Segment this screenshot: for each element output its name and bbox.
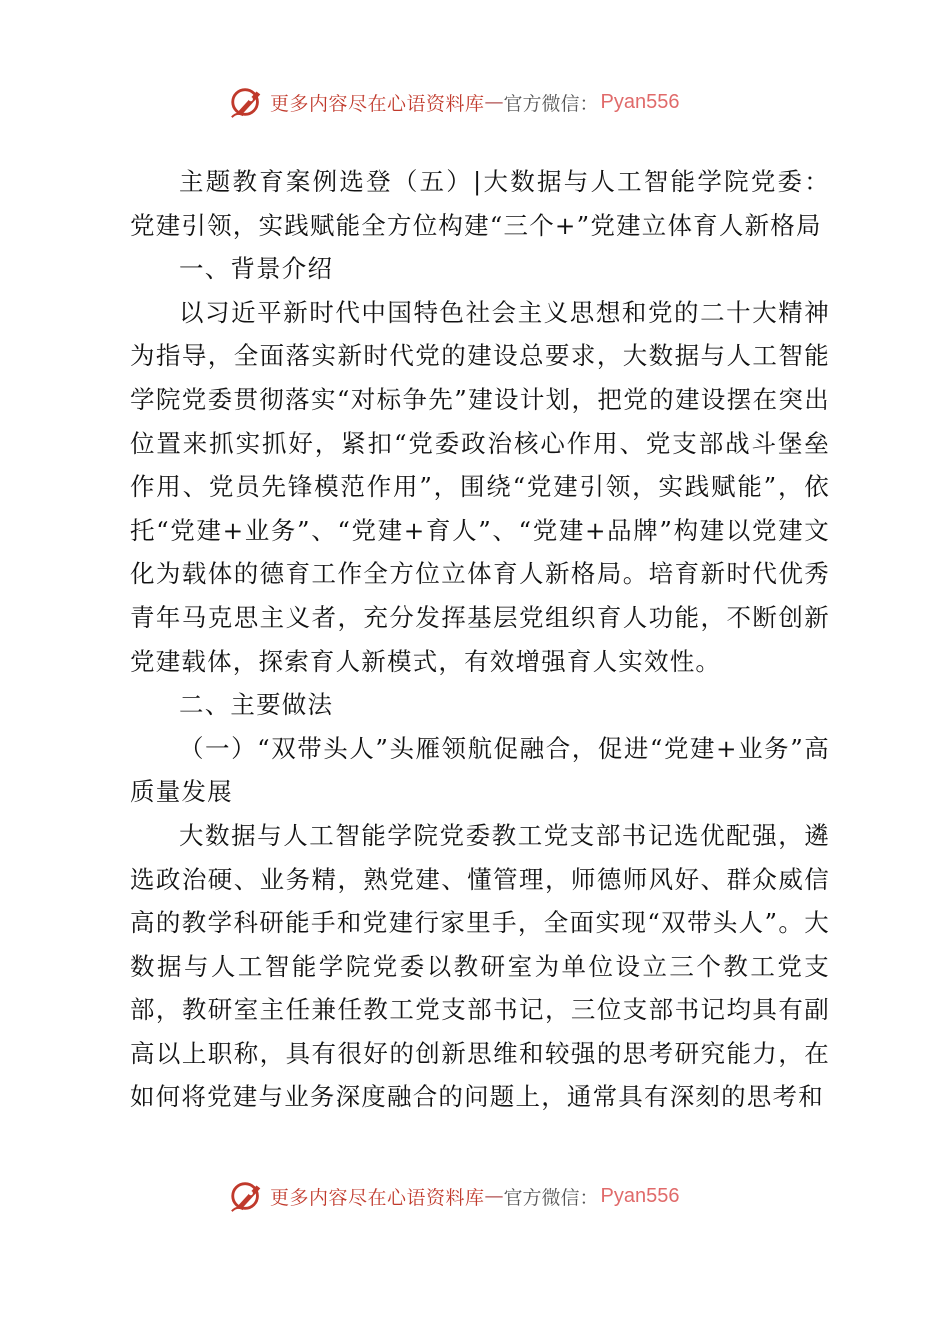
pen-nib-logo-icon <box>228 1177 266 1215</box>
background-paragraph: 以习近平新时代中国特色社会主义思想和党的二十大精神为指导，全面落实新时代党的建设总要求，大数据与人工智能学院党委贯彻落实“对标争先”建设计划，把党的建设摆在突出位置来抓实抓好，紧扣“党委政治核心作用、党支部战斗堡垒作用、党员先锋模范作用”，围绕“党建引领，实践赋能”，依托“党建+业务”、“党建+育人”、“党建+品牌”构建以党建文化为载体的德育工作全方位立体育人新格局。培育新时代优秀青年马克思主义者，充分发挥基层党组织育人功能，不断创新党建载体，探索育人新模式，有效增强育人实效性。 <box>130 297 830 676</box>
watermark-dash: — <box>484 91 504 113</box>
watermark-brand-text: 更多内容尽在心语资料库 <box>270 1186 485 1209</box>
watermark-wechat-id: Pyan556 <box>600 1184 680 1207</box>
section-heading-main-practices: 二、主要做法 <box>179 690 334 720</box>
document-title: 主题教育案例选登（五）|大数据与人工智能学院党委：党建引领，实践赋能全方位构建“三个+”党建立体育人新格局 <box>130 167 830 240</box>
watermark-banner-top <box>228 82 680 122</box>
watermark-suffix-text: 官方微信： <box>503 1186 599 1209</box>
pen-nib-logo-icon <box>228 83 266 121</box>
subsection-heading-double-leaders: （一）“双带头人”头雁领航促融合，促进“党建+业务”高质量发展 <box>130 733 830 807</box>
watermark-banner-bottom <box>228 1176 680 1216</box>
watermark-wechat-id: Pyan556 <box>600 90 680 113</box>
watermark-brand-text: 更多内容尽在心语资料库 <box>270 92 485 115</box>
double-leaders-paragraph: 大数据与人工智能学院党委教工党支部书记选优配强，遴选政治硬、业务精，熟党建、懂管理，师德师风好、群众威信高的教学科研能手和党建行家里手，全面实现“双带头人”。大数据与人工智能学院党委以教研室为单位设立三个教工党支部，教研室主任兼任教工党支部书记，三位支部书记均具有副高以上职称，具有很好的创新思维和较强的思考研究能力，在如何将党建与业务深度融合的问题上，通常具有深刻的思考和 <box>130 820 830 1112</box>
watermark-suffix-text: 官方微信： <box>503 92 599 115</box>
document-body <box>130 160 830 1119</box>
section-heading-background: 一、背景介绍 <box>179 254 334 284</box>
watermark-dash: — <box>484 1185 504 1207</box>
